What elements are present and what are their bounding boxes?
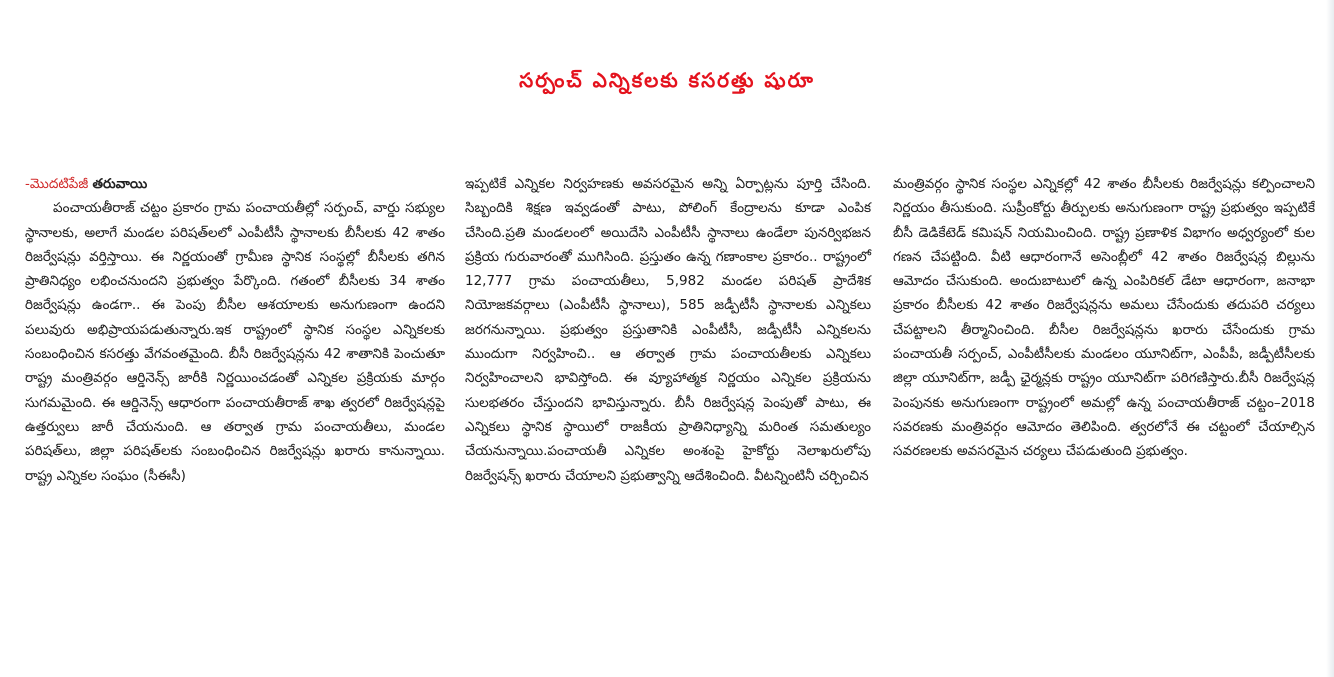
page-edge-shadow — [1326, 0, 1334, 677]
column-2-paragraph: ఇప్పటికే ఎన్నికల నిర్వహణకు అవసరమైన అన్ని ఏర్పాట్లను పూర్తి చేసింది. సిబ్బందికి శిక్షణ ఇవ్వడంతో పాటు, పోలింగ్ కేంద్రాలను కూడా ఎంపిక చేసింది.ప్రతి మండలంలో అయిదేసి ఎంపీటీసీ స్థానాలు ఉండేలా పునర్విభజన ప్రక్రియ గురువారంతో ముగిసింది. ప్రస్తుతం ఉన్న గణాంకాల ప్రకారం.. రాష్ట్రంలో 12,777 గ్రామ పంచాయతీలు, 5,982 మండల పరిషత్ ప్రాదేశిక నియోజకవర్గాలు (ఎంపీటీసీ స్థానాలు), 585 జడ్పీటీసీ స్థానాలకు ఎన్నికలు జరగనున్నాయి. ప్రభుత్వం ప్రస్తుతానికి ఎంపీటీసీ, జడ్పీటీసీ ఎన్నికలను ముందుగా నిర్వహించి.. ఆ తర్వాత గ్రామ పంచాయతీలకు ఎన్నికలు నిర్వహించాలని భావిస్తోంది. ఈ వ్యూహాత్మక నిర్ణయం ఎన్నికల ప్రక్రియను సులభతరం చేస్తుందని భావిస్తున్నారు. బీసీ రిజర్వేషన్ల పెంపుతో పాటు, ఈ ఎన్నికలు స్థానిక స్థాయిలో రాజకీయ ప్రాతినిధ్యాన్ని మరింత సమతుల్యం చేయనున్నాయి.పంచాయతీ ఎన్నికల అంశంపై హైకోర్టు నెలాఖరులోపు రిజర్వేషన్స్ ఖరారు చేయాలని ప్రభుత్వాన్ని ఆదేశించింది. వీటన్నింటినీ చర్చించిన — [465, 176, 871, 484]
continued-label: తరువాయి — [92, 176, 148, 192]
continued-from-label: మొదటిపేజీ — [29, 176, 89, 192]
article-body — [25, 172, 1315, 672]
article-column-2 — [465, 172, 871, 488]
article-headline: సర్పంచ్ ఎన్నికలకు కసరత్తు షురూ — [519, 68, 815, 92]
article-column-3 — [893, 172, 1315, 464]
column-3-paragraph: మంత్రివర్గం స్థానిక సంస్థల ఎన్నికల్లో 42 శాతం బీసీలకు రిజర్వేషన్లు కల్పించాలని నిర్ణయం తీసుకుంది. సుప్రీంకోర్టు తీర్పులకు అనుగుణంగా రాష్ట్ర ప్రభుత్వం ఇప్పటికే బీసీ డెడికేటెడ్ కమిషన్ నియమించింది. రాష్ట్ర ప్రణాళిక విభాగం అధ్వర్యంలో కుల గణన చేపట్టింది. వీటి ఆధారంగానే అసెంబ్లీలో 42 శాతం రిజర్వేషన్ల బిల్లును ఆమోదం చేసుకుంది. అందుబాటులో ఉన్న ఎంపిరికల్ డేటా ఆధారంగా, జనాభా ప్రకారం బీసీలకు 42 శాతం రిజర్వేషన్లను అమలు చేసేందుకు తదుపరి చర్యలు చేపట్టాలని తీర్మానించింది. బీసీల రిజర్వేషన్లను ఖరారు చేసేందుకు గ్రామ పంచాయతీ సర్పంచ్, ఎంపీటీసీలకు మండలం యూనిట్‌గా, ఎంపీపీ, జడ్పీటీసీలకు జిల్లా యూనిట్‌గా, జడ్పీ ఛైర్మన్లకు రాష్ట్రం యూనిట్‌గా పరిగణిస్తారు.బీసీ రిజర్వేషన్ల పెంపునకు అనుగుణంగా రాష్ట్రంలో అమల్లో ఉన్న పంచాయతీరాజ్ చట్టం–2018 సవరణకు మంత్రివర్గం ఆమోదం తెలిపింది. త్వరలోనే ఈ చట్టంలో చేయాల్సిన సవరణలకు అవసరమైన చర్యలు చేపడుతుంది ప్రభుత్వం. — [893, 176, 1315, 460]
article-column-1 — [25, 172, 445, 488]
column-1-paragraph — [25, 196, 445, 488]
continuation-byline — [25, 172, 445, 196]
column-1-text: పంచాయతీరాజ్ చట్టం ప్రకారం గ్రామ పంచాయతీల్లో సర్పంచ్, వార్డు సభ్యుల స్థానాలకు, అలాగే మండల పరిషత్‌లలో ఎంపీటీసీ స్థానాలకు బీసీలకు 42 శాతం రిజర్వేషన్లు వర్తిస్తాయి. ఈ నిర్ణయంతో గ్రామీణ స్థానిక సంస్థల్లో బీసీలకు తగిన ప్రాతినిధ్యం లభించనుందని ప్రభుత్వం పేర్కొంది. గతంలో బీసీలకు 34 శాతం రిజర్వేషన్లు ఉండగా.. ఈ పెంపు బీసీల ఆశయాలకు అనుగుణంగా ఉందని పలువురు అభిప్రాయపడుతున్నారు.ఇక రాష్ట్రంలో స్థానిక సంస్థల ఎన్నికలకు సంబంధించిన కసరత్తు వేగవంతమైంది. బీసీ రిజర్వేషన్లను 42 శాతానికి పెంచుతూ రాష్ట్ర మంత్రివర్గం ఆర్డినెన్స్ జారీకి నిర్ణయించడంతో ఎన్నికల ప్రక్రియకు మార్గం సుగమమైంది. ఈ ఆర్డినెన్స్ ఆధారంగా పంచాయతీరాజ్ శాఖ త్వరలో రిజర్వేషన్లపై ఉత్తర్వులు జారీ చేయనుంది. ఆ తర్వాత గ్రామ పంచాయతీలు, మండల పరిషత్‌లు, జిల్లా పరిషత్‌లకు సంబంధించిన రిజర్వేషన్లు ఖరారు కానున్నాయి. రాష్ట్ర ఎన్నికల సంఘం (సీఈసీ) — [25, 200, 445, 484]
continued-marker: - — [25, 176, 30, 192]
